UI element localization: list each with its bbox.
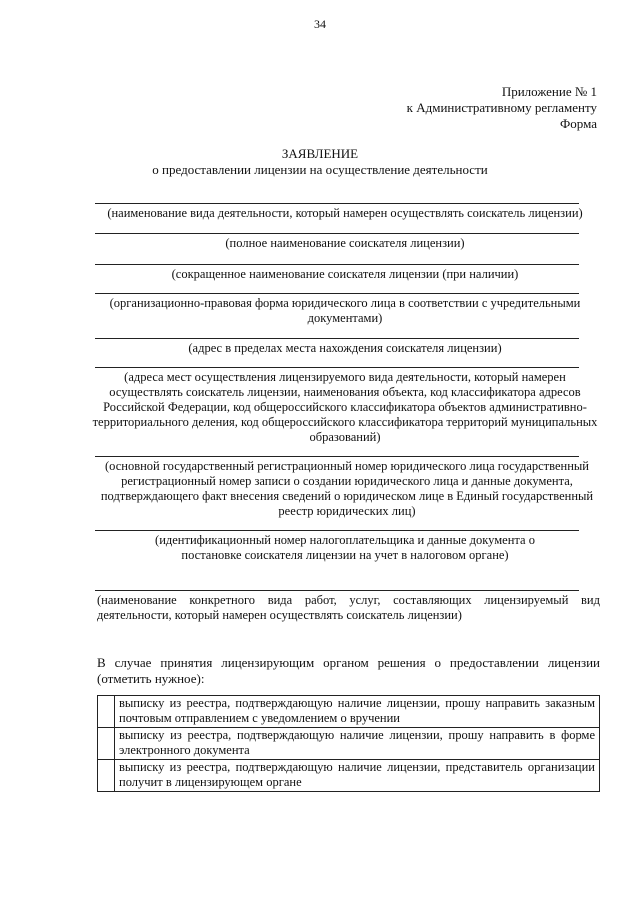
caption-ogrn: (основной государственный регистрационный номер юридического лица государственный регистрационный номер записи о создании юридического лица и данные документа, подтверждающего факт внесения сведений о юридическом лице в Единый государственный реестр юридических лиц) <box>100 459 594 518</box>
option-checkbox-electronic[interactable] <box>98 728 115 760</box>
appendix-block <box>407 84 597 132</box>
fill-line-works[interactable] <box>95 590 579 591</box>
fill-line-short-name[interactable] <box>95 264 579 265</box>
fill-line-address[interactable] <box>95 338 579 339</box>
title-subheading: о предоставлении лицензии на осуществление деятельности <box>152 162 488 177</box>
page-number: 34 <box>314 17 326 31</box>
option-text-mail: выписку из реестра, подтверждающую наличие лицензии, прошу направить заказным почтовым отправлением с уведомлением о вручении <box>115 696 600 728</box>
option-checkbox-mail[interactable] <box>98 696 115 728</box>
document-title <box>0 146 640 178</box>
caption-works: (наименование конкретного вида работ, услуг, составляющих лицензируемый вид деятельности, который намерен осуществлять соискатель лицензии) <box>97 593 600 622</box>
fill-line-activity-addresses[interactable] <box>95 367 579 368</box>
caption-short-name: (сокращенное наименование соискателя лицензии (при наличии) <box>171 267 519 281</box>
fill-line-ogrn[interactable] <box>95 456 579 457</box>
caption-address: (адрес в пределах места нахождения соискателя лицензии) <box>188 341 502 355</box>
title-heading: ЗАЯВЛЕНИЕ <box>281 146 359 161</box>
caption-activity-type: (наименование вида деятельности, который намерен осуществлять соискатель лицензии) <box>107 206 583 220</box>
delivery-options-table <box>97 695 600 792</box>
fill-line-full-name[interactable] <box>95 233 579 234</box>
option-text-electronic: выписку из реестра, подтверждающую наличие лицензии, прошу направить в форме электронного документа <box>115 728 600 760</box>
option-row <box>98 728 600 760</box>
option-checkbox-in-person[interactable] <box>98 760 115 792</box>
option-text-in-person: выписку из реестра, подтверждающую наличие лицензии, представитель организации получит в лицензирующем органе <box>115 760 600 792</box>
appendix-line-2: к Административному регламенту <box>406 100 597 115</box>
appendix-line-3: Форма <box>560 116 597 131</box>
intro-text: В случае принятия лицензирующим органом решения о предоставлении лицензии (отметить нужное): <box>97 655 600 686</box>
fill-line-inn[interactable] <box>95 530 579 531</box>
fill-line-legal-form[interactable] <box>95 293 579 294</box>
caption-activity-addresses: (адреса мест осуществления лицензируемого вида деятельности, который намерен осуществлять соискатель лицензии, наименования объекта, код классификатора адресов Российской Федерации, код общероссийского классификатора объектов административно-территориального деления, код общероссийского классификатора территорий муниципальных образований) <box>92 370 598 444</box>
caption-legal-form: (организационно-правовая форма юридического лица в соответствии с учредительными документами) <box>109 296 581 325</box>
caption-inn: (идентификационный номер налогоплательщика и данные документа о постановке соискателя лицензии на учет в налоговом органе) <box>155 533 535 562</box>
appendix-line-1: Приложение № 1 <box>501 84 597 99</box>
caption-full-name: (полное наименование соискателя лицензии) <box>225 236 465 250</box>
option-row <box>98 696 600 728</box>
option-row <box>98 760 600 792</box>
fill-line-activity-type[interactable] <box>95 203 579 204</box>
